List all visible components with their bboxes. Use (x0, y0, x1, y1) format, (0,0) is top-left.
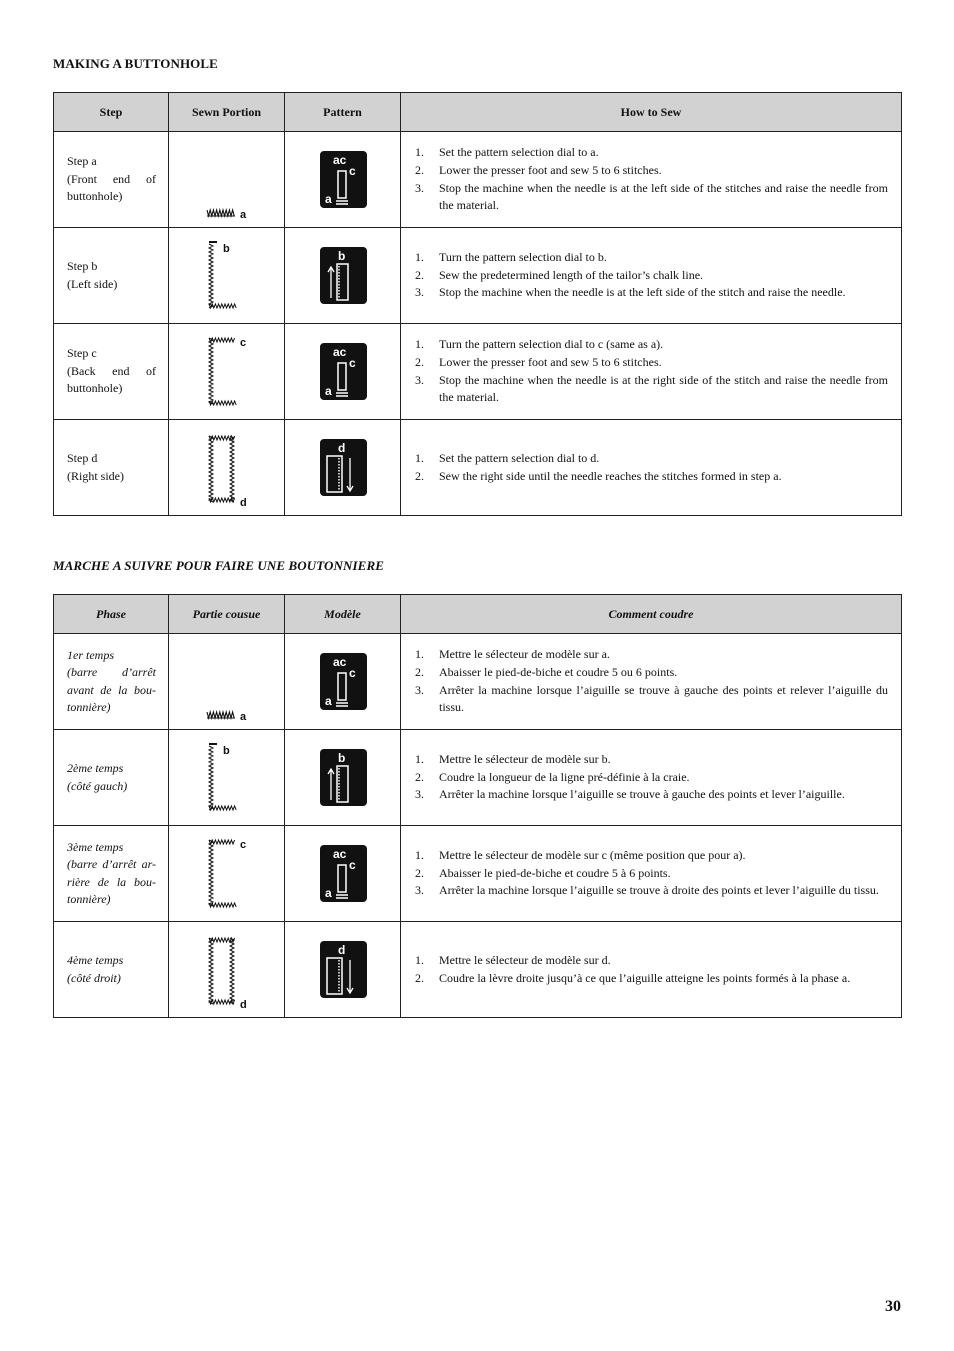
instruction-item (415, 646, 888, 664)
step-label (54, 634, 169, 730)
header-phase: Phase (54, 595, 169, 634)
instruction-text: Abaisser le pied-de-biche et coudre 5 ou 6 points. (439, 664, 678, 679)
sewn-portion-c-icon (169, 826, 285, 921)
svg-text:c: c (349, 356, 356, 370)
pattern-cell (285, 922, 401, 1018)
instructions-cell (401, 922, 902, 1018)
sewn-portion-cell (169, 730, 285, 826)
instruction-item (415, 769, 888, 787)
instruction-item (415, 882, 888, 900)
step-name: Step c (67, 346, 97, 361)
svg-text:a: a (325, 384, 332, 398)
header-partie-cousue: Partie cousue (169, 595, 285, 634)
instruction-text: Set the pattern selection dial to d. (439, 450, 600, 465)
pattern-cell (285, 132, 401, 228)
header-sewn-portion: Sewn Portion (169, 93, 285, 132)
instruction-number: 1. (415, 952, 424, 967)
svg-text:a: a (240, 209, 247, 221)
table-row (54, 420, 902, 516)
pattern-cell (285, 826, 401, 922)
instruction-number: 1. (415, 450, 424, 465)
instructions-cell (401, 228, 902, 324)
instruction-item (415, 284, 888, 302)
instruction-text: Mettre le sélecteur de modèle sur d. (439, 952, 611, 967)
svg-text:c: c (349, 164, 356, 178)
step-description: (Back end of buttonhole) (67, 363, 156, 396)
svg-text:ac: ac (333, 153, 347, 167)
instruction-item (415, 970, 888, 988)
instruction-item (415, 682, 888, 717)
instruction-text: Lower the presser foot and sew 5 to 6 stitches. (439, 162, 662, 177)
instruction-item (415, 952, 888, 970)
sewn-portion-d-icon (169, 922, 285, 1017)
instruction-item (415, 664, 888, 682)
sewn-portion-a-icon (169, 634, 285, 729)
step-name: Step a (67, 154, 97, 169)
instruction-text: Stop the machine when the needle is at the left side of the stitches and raise the needle from the material. (439, 180, 888, 213)
instruction-text: Lower the presser foot and sew 5 to 6 stitches. (439, 354, 662, 369)
step-description: (côté droit) (67, 970, 121, 985)
instruction-item (415, 267, 888, 285)
sewn-portion-cell (169, 420, 285, 516)
header-comment-coudre: Comment coudre (401, 595, 902, 634)
table-row (54, 922, 902, 1018)
step-description: (barre d’arrêt avant de la bou-tonnière) (67, 665, 156, 714)
step-name: Step d (67, 451, 98, 465)
svg-text:a: a (325, 694, 332, 708)
step-name: 3ème temps (67, 839, 124, 854)
svg-text:ac: ac (333, 345, 347, 359)
instructions-cell (401, 634, 902, 730)
svg-text:d: d (338, 441, 346, 455)
instruction-number: 3. (415, 285, 424, 300)
table-row (54, 634, 902, 730)
svg-text:d: d (338, 943, 346, 957)
pattern-cell (285, 730, 401, 826)
instruction-number: 2. (415, 865, 424, 880)
instruction-text: Mettre le sélecteur de modèle sur c (même position que pour a). (439, 848, 746, 863)
instruction-item (415, 336, 888, 354)
svg-text:d: d (240, 999, 247, 1011)
instructions-cell (401, 132, 902, 228)
step-description: (Right side) (67, 468, 124, 483)
svg-text:a: a (325, 886, 332, 900)
sewn-portion-c-icon (169, 324, 285, 419)
instruction-text: Sew the predetermined length of the tailor’s chalk line. (439, 267, 704, 282)
pattern-b-icon (285, 228, 401, 323)
step-name: 4ème temps (67, 953, 124, 967)
sewn-portion-b-icon (169, 228, 285, 323)
svg-text:d: d (240, 497, 247, 509)
step-name: 1er temps (67, 647, 114, 662)
svg-text:b: b (223, 243, 230, 255)
instruction-text: Arrêter la machine lorsque l’aiguille se trouve à gauche des points et relever l’aiguille du tissu. (439, 682, 888, 715)
sewn-portion-a-icon (169, 132, 285, 227)
instruction-number: 1. (415, 848, 424, 863)
instruction-text: Coudre la longueur de la ligne pré-définie à la craie. (439, 769, 690, 784)
instruction-text: Arrêter la machine lorsque l’aiguille se trouve à droite des points et lever l’aiguille du tissu. (439, 883, 879, 898)
instruction-number: 2. (415, 769, 424, 784)
instruction-text: Mettre le sélecteur de modèle sur a. (439, 647, 610, 662)
instruction-item (415, 354, 888, 372)
sewn-portion-b-icon (169, 730, 285, 825)
buttonhole-table-fr (53, 594, 902, 1018)
sewn-portion-cell (169, 324, 285, 420)
instruction-item (415, 450, 888, 468)
pattern-cell (285, 324, 401, 420)
page-number: 30 (885, 1298, 901, 1315)
svg-text:ac: ac (333, 655, 347, 669)
pattern-ac-icon (285, 826, 401, 921)
pattern-cell (285, 228, 401, 324)
instruction-number: 3. (415, 682, 424, 697)
instruction-number: 1. (415, 337, 424, 352)
instruction-text: Sew the right side until the needle reaches the stitches formed in step a. (439, 468, 782, 483)
step-label (54, 730, 169, 826)
svg-text:c: c (349, 666, 356, 680)
svg-text:c: c (349, 858, 356, 872)
instruction-number: 3. (415, 787, 424, 802)
table-row (54, 826, 902, 922)
instruction-item (415, 847, 888, 865)
step-label (54, 324, 169, 420)
instruction-item (415, 162, 888, 180)
step-description: (barre d’arrêt ar-rière de la bou-tonnière) (67, 857, 156, 906)
instruction-text: Set the pattern selection dial to a. (439, 145, 599, 160)
sewn-portion-d-icon (169, 420, 285, 515)
svg-text:a: a (240, 711, 247, 723)
instruction-item (415, 786, 888, 804)
sewn-portion-cell (169, 922, 285, 1018)
svg-text:b: b (338, 751, 346, 765)
step-label (54, 132, 169, 228)
header-pattern: Pattern (285, 93, 401, 132)
svg-text:ac: ac (333, 847, 347, 861)
instruction-item (415, 751, 888, 769)
pattern-cell (285, 420, 401, 516)
instruction-number: 2. (415, 267, 424, 282)
buttonhole-table-en (53, 92, 902, 516)
instructions-cell (401, 420, 902, 516)
instruction-number: 2. (415, 664, 424, 679)
svg-text:c: c (240, 337, 247, 349)
instruction-item (415, 144, 888, 162)
instruction-text: Stop the machine when the needle is at the right side of the stitch and raise the needle from the material. (439, 372, 888, 405)
instruction-number: 2. (415, 970, 424, 985)
instruction-item (415, 180, 888, 215)
sewn-portion-cell (169, 228, 285, 324)
instruction-number: 3. (415, 883, 424, 898)
instruction-number: 1. (415, 647, 424, 662)
pattern-d-icon (285, 922, 401, 1017)
table-row (54, 228, 902, 324)
pattern-ac-icon (285, 324, 401, 419)
instruction-text: Stop the machine when the needle is at the left side of the stitch and raise the needle. (439, 285, 846, 300)
step-description: (côté gauch) (67, 778, 128, 793)
instruction-number: 1. (415, 250, 424, 265)
instruction-text: Turn the pattern selection dial to c (same as a). (439, 337, 664, 352)
pattern-b-icon (285, 730, 401, 825)
instruction-text: Mettre le sélecteur de modèle sur b. (439, 752, 611, 767)
section-title-fr: MARCHE A SUIVRE POUR FAIRE UNE BOUTONNIERE (53, 558, 384, 573)
instruction-number: 3. (415, 372, 424, 387)
instruction-number: 3. (415, 180, 424, 195)
instruction-text: Abaisser le pied-de-biche et coudre 5 à 6 points. (439, 865, 671, 880)
svg-text:b: b (223, 745, 230, 757)
table-row (54, 730, 902, 826)
pattern-cell (285, 634, 401, 730)
step-description: (Front end of buttonhole) (67, 171, 156, 204)
sewn-portion-cell (169, 826, 285, 922)
svg-text:c: c (240, 839, 247, 851)
table-row (54, 132, 902, 228)
sewn-portion-cell (169, 132, 285, 228)
header-step: Step (54, 93, 169, 132)
step-description: (Left side) (67, 276, 118, 291)
sewn-portion-cell (169, 634, 285, 730)
table-row (54, 324, 902, 420)
instructions-cell (401, 826, 902, 922)
step-name: 2ème temps (67, 761, 124, 775)
instruction-number: 1. (415, 145, 424, 160)
pattern-d-icon (285, 420, 401, 515)
pattern-ac-icon (285, 634, 401, 729)
step-label (54, 922, 169, 1018)
header-how-to-sew: How to Sew (401, 93, 902, 132)
step-label (54, 228, 169, 324)
step-label (54, 826, 169, 922)
section-title-en: MAKING A BUTTONHOLE (53, 56, 218, 71)
instruction-text: Arrêter la machine lorsque l’aiguille se trouve à gauche des points et lever l’aiguille. (439, 787, 845, 802)
instruction-item (415, 865, 888, 883)
instruction-text: Coudre la lèvre droite jusqu’à ce que l’aiguille atteigne les points formés à la phase a. (439, 970, 851, 985)
instruction-item (415, 372, 888, 407)
instruction-item (415, 249, 888, 267)
instruction-item (415, 468, 888, 486)
instructions-cell (401, 730, 902, 826)
pattern-ac-icon (285, 132, 401, 227)
instructions-cell (401, 324, 902, 420)
instruction-number: 2. (415, 162, 424, 177)
svg-text:b: b (338, 249, 346, 263)
step-label (54, 420, 169, 516)
instruction-number: 1. (415, 752, 424, 767)
instruction-number: 2. (415, 468, 424, 483)
step-name: Step b (67, 259, 98, 273)
instruction-number: 2. (415, 354, 424, 369)
instruction-text: Turn the pattern selection dial to b. (439, 250, 607, 265)
svg-text:a: a (325, 192, 332, 206)
header-modele: Modèle (285, 595, 401, 634)
